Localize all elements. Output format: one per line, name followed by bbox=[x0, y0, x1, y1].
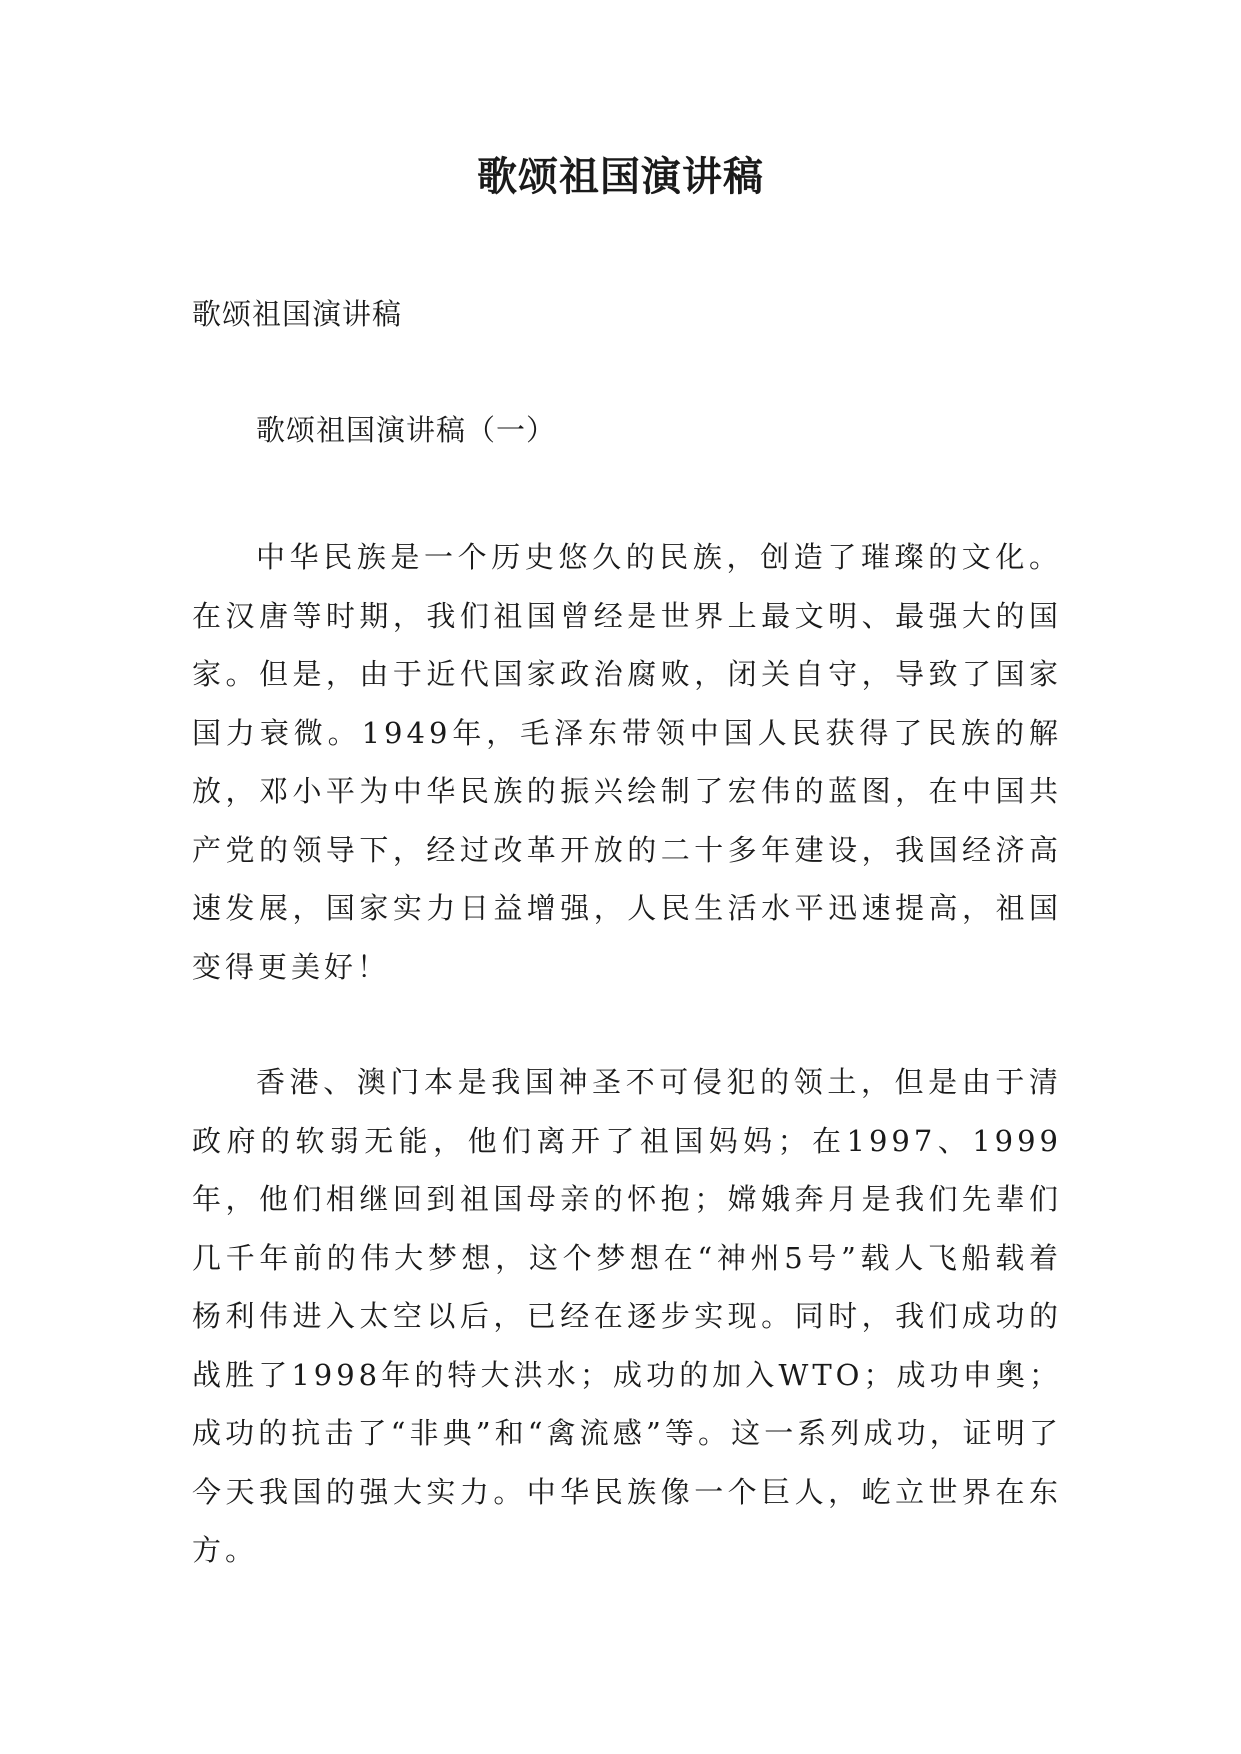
body-paragraph-1: 中华民族是一个历史悠久的民族，创造了璀璨的文化。在汉唐等时期，我们祖国曾经是世界上最文明、最强大的国家。但是，由于近代国家政治腐败，闭关自守，导致了国家国力衰微。1949年，毛泽东带领中国人民获得了民族的解放，邓小平为中华民族的振兴绘制了宏伟的蓝图，在中国共产党的领导下，经过改革开放的二十多年建设，我国经济高速发展，国家实力日益增强，人民生活水平迅速提高，祖国变得更美好！ bbox=[192, 540, 1062, 984]
section-heading: 歌颂祖国演讲稿（一） bbox=[256, 413, 557, 447]
document-subtitle: 歌颂祖国演讲稿 bbox=[192, 297, 403, 331]
document-title: 歌颂祖国演讲稿 bbox=[477, 153, 764, 200]
body-paragraph-2: 香港、澳门本是我国神圣不可侵犯的领土，但是由于清政府的软弱无能，他们离开了祖国妈妈；在1997、1999年，他们相继回到祖国母亲的怀抱；嫦娥奔月是我们先辈们几千年前的伟大梦想，这个梦想在“神州5号”载人飞船载着杨利伟进入太空以后，已经在逐步实现。同时，我们成功的战胜了1998年的特大洪水；成功的加入WTO；成功申奥；成功的抗击了“非典”和“禽流感”等。这一系列成功，证明了今天我国的强大实力。中华民族像一个巨人，屹立世界在东方。 bbox=[192, 1065, 1062, 1567]
